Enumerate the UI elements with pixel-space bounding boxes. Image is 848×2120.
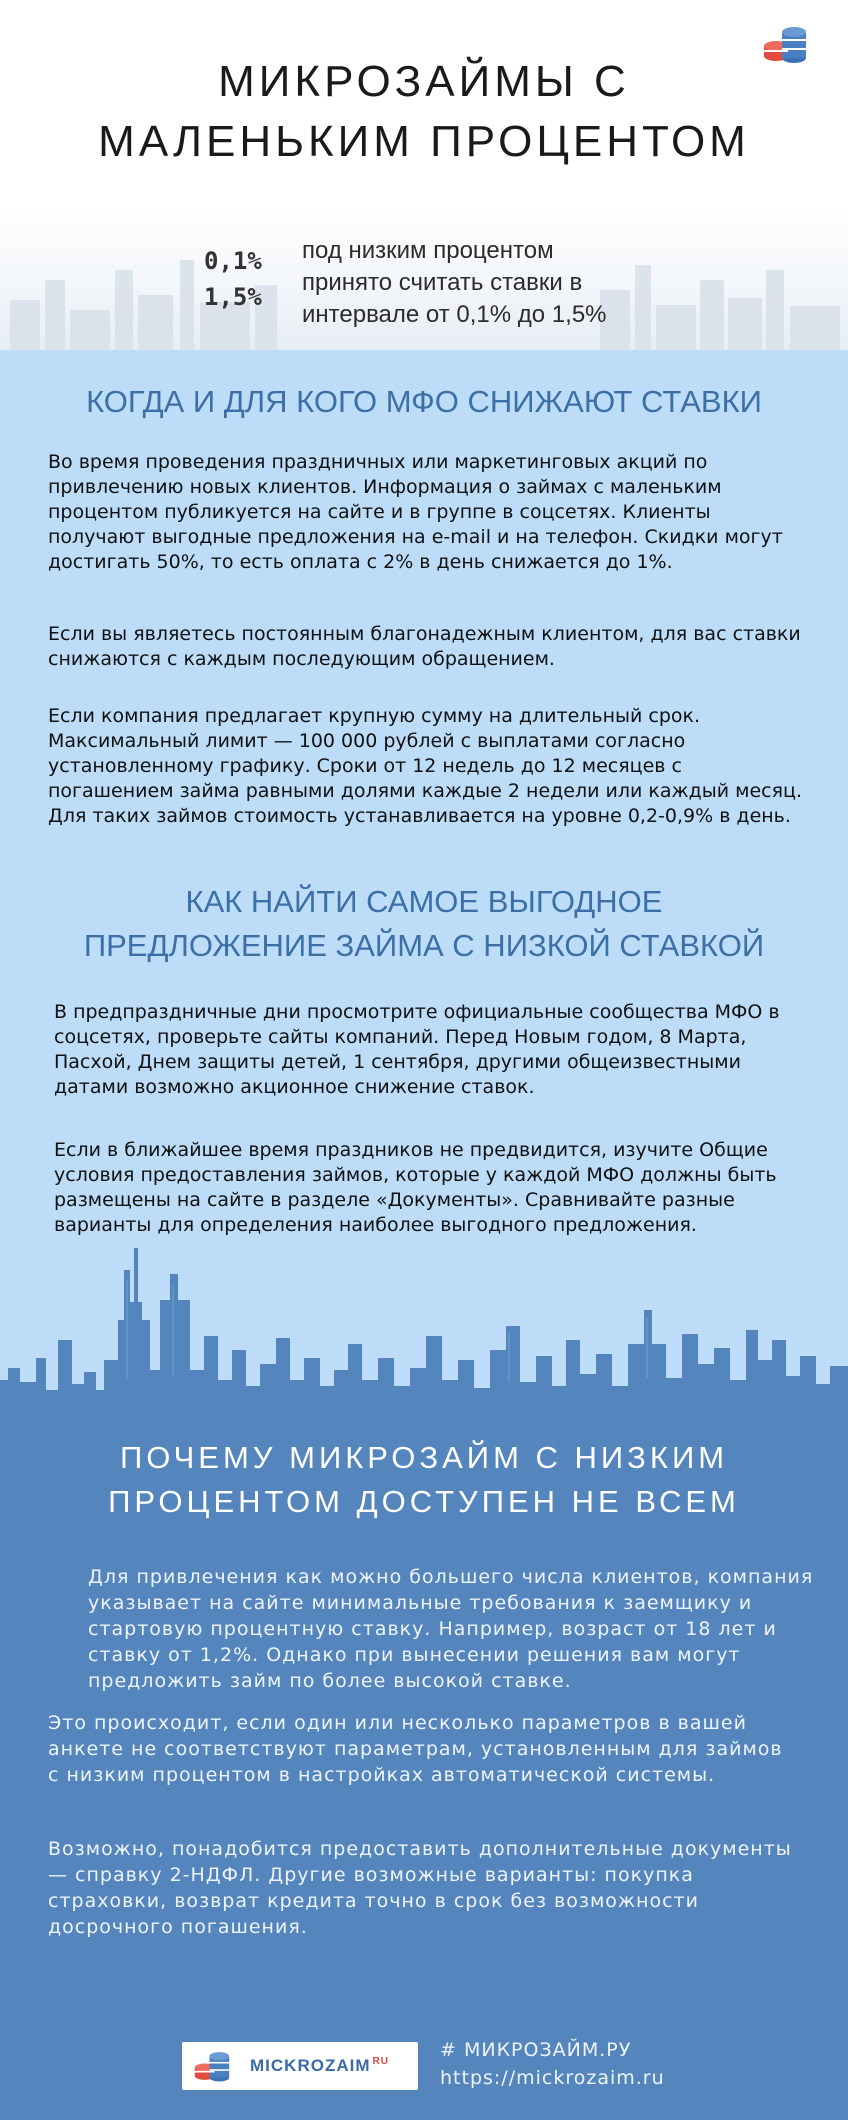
section3-paragraph3 [48, 1836, 792, 1940]
section3-title-line: ПОЧЕМУ МИКРОЗАЙМ С НИЗКИМ [119, 1440, 729, 1475]
text-line: предложить займ по более высокой ставке. [88, 1670, 572, 1692]
text-line: получают выгодные предложения на e-mail и на телефон. Скидки могут [48, 526, 783, 548]
text-line: с низким процентом в настройках автоматической системы. [48, 1764, 716, 1786]
text-line: Для привлечения как можно большего числа клиентов, компания [88, 1566, 814, 1588]
section2-paragraph1 [54, 1000, 780, 1100]
section1-paragraph2 [48, 622, 801, 672]
text-line: В предпраздничные дни просмотрите официальные сообщества МФО в [54, 1001, 780, 1023]
section2-title-line: КАК НАЙТИ САМОЕ ВЫГОДНОЕ [185, 884, 663, 919]
footer-logo-suffix: RU [372, 2056, 389, 2067]
text-line: снижаются с каждым последующим обращением. [48, 648, 555, 670]
text-line: процентом публикуется на сайте и в группе в соцсетях. Клиенты [48, 501, 711, 523]
text-line: привлечению новых клиентов. Информация о займах с маленьким [48, 476, 722, 498]
text-line: анкете не соответствуют параметрам, установленным для займов [48, 1738, 783, 1760]
text-line: размещены на сайте в разделе «Документы». Сравнивайте разные [54, 1189, 735, 1211]
text-line: Если вы являетесь постоянным благонадежным клиентом, для вас ставки [48, 623, 801, 645]
page-title-line1: МИКРОЗАЙМЫ С [218, 57, 630, 106]
text-line: Возможно, понадобится предоставить дополнительные документы [48, 1838, 792, 1860]
section3-paragraph1 [88, 1564, 813, 1694]
coin-stack-icon [760, 22, 810, 66]
coin-stack-icon [190, 2048, 234, 2084]
section3-title [0, 1436, 848, 1524]
rate-range [204, 243, 262, 315]
text-line: соцсетях, проверьте сайты компаний. Перед Новым годом, 8 Марта, [54, 1026, 747, 1048]
section2-title-line: ПРЕДЛОЖЕНИЕ ЗАЙМА С НИЗКОЙ СТАВКОЙ [83, 928, 765, 963]
footer-url-link[interactable]: https://mickrozaim.ru [440, 2067, 665, 2089]
section3-title-line: ПРОЦЕНТОМ ДОСТУПЕН НЕ ВСЕМ [108, 1484, 740, 1519]
text-line: страховки, возврат кредита точно в срок без возможности [48, 1890, 699, 1912]
text-line: указывает на сайте минимальные требования к заемщику и [88, 1592, 753, 1614]
text-line: варианты для определения наиболее выгодного предложения. [54, 1214, 697, 1236]
text-line: Если компания предлагает крупную сумму на длительный срок. [48, 705, 701, 727]
rate-high: 1,5% [204, 283, 262, 311]
text-line: Максимальный лимит — 100 000 рублей с выплатами согласно [48, 730, 686, 752]
rate-description-line: интервале от 0,1% до 1,5% [302, 301, 607, 328]
footer-hashtag: # МИКРОЗАЙМ.РУ [440, 2039, 632, 2061]
page-title [0, 52, 848, 172]
text-line: погашением займа равными долями каждые 2 недели или каждый месяц. [48, 780, 803, 802]
section1-title [0, 380, 848, 424]
footer-logo-text: MICKROZAIM [250, 2056, 371, 2075]
page-title-line2: МАЛЕНЬКИМ ПРОЦЕНТОМ [98, 117, 750, 166]
text-line: стартовую процентную ставку. Например, возраст от 18 лет и [88, 1618, 777, 1640]
text-line: условия предоставления займов, которые у каждой МФО должны быть [54, 1164, 777, 1186]
header [0, 0, 848, 205]
text-line: Это происходит, если один или несколько параметров в вашей [48, 1712, 747, 1734]
section1-paragraph1 [48, 450, 783, 575]
text-line: Для таких займов стоимость устанавливается на уровне 0,2-0,9% в день. [48, 805, 791, 827]
footer-logo[interactable] [182, 2042, 418, 2090]
text-line: Во время проведения праздничных или маркетинговых акций по [48, 451, 708, 473]
footer-links [440, 2036, 665, 2092]
text-line: досрочного погашения. [48, 1916, 308, 1938]
section2-paragraph2 [54, 1138, 777, 1238]
text-line: — справку 2-НДФЛ. Другие возможные варианты: покупка [48, 1864, 694, 1886]
rate-strip [0, 205, 848, 350]
footer-logo-wordmark [250, 2056, 389, 2076]
section2-title [0, 880, 848, 968]
text-line: установленному графику. Сроки от 12 недель до 12 месяцев с [48, 755, 682, 777]
rate-description-line: под низким процентом [302, 237, 554, 264]
section1-paragraph3 [48, 704, 802, 829]
text-line: датами возможно акционное снижение ставок. [54, 1076, 535, 1098]
rate-description-line: принято считать ставки в [302, 269, 583, 296]
text-line: ставку от 1,2%. Однако при вынесении решения вам могут [88, 1644, 741, 1666]
text-line: Если в ближайшее время праздников не предвидится, изучите Общие [54, 1139, 768, 1161]
section1-title-text: КОГДА И ДЛЯ КОГО МФО СНИЖАЮТ СТАВКИ [86, 384, 762, 419]
text-line: Пасхой, Днем защиты детей, 1 сентября, другими общеизвестными [54, 1051, 741, 1073]
rate-low: 0,1% [204, 247, 262, 275]
section3-paragraph2 [48, 1710, 783, 1788]
text-line: достигать 50%, то есть оплата с 2% в день снижается до 1%. [48, 551, 673, 573]
rate-description [302, 235, 662, 331]
